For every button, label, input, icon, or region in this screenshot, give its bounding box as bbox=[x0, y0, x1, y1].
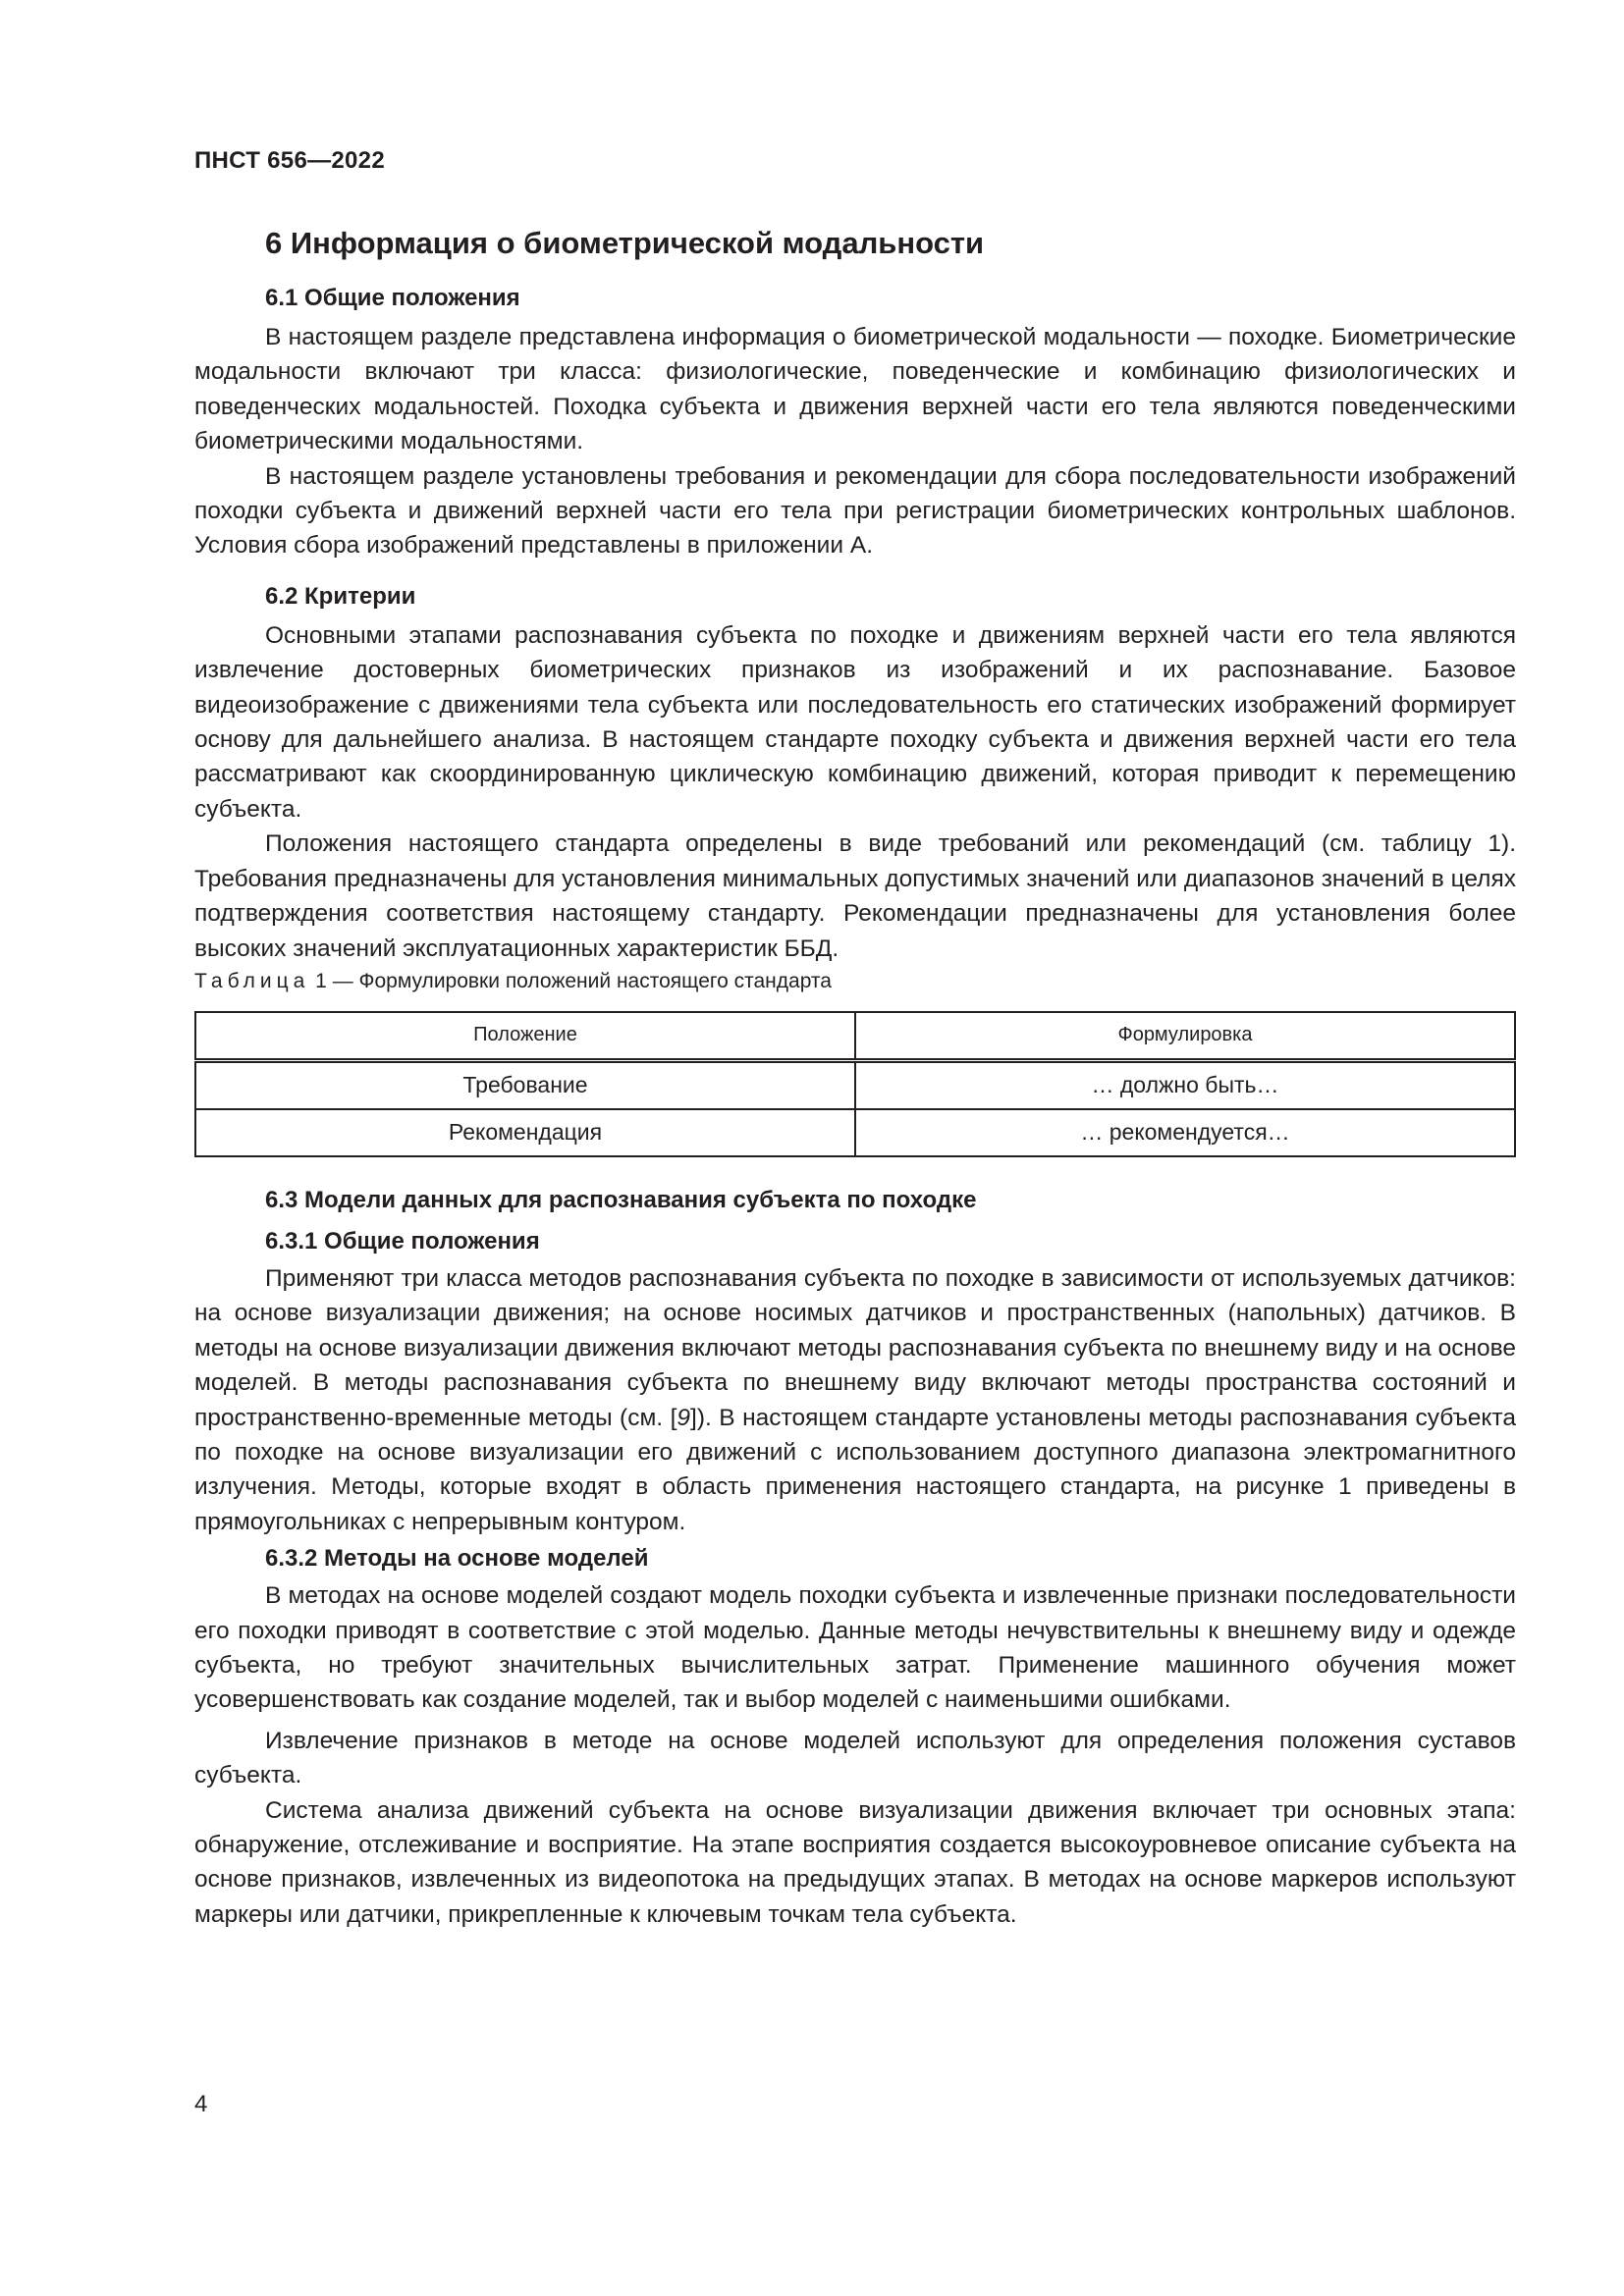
table-header-cell: Положение bbox=[195, 1012, 855, 1061]
page-number: 4 bbox=[194, 2091, 208, 2117]
section-6-1-title: 6.1 Общие положения bbox=[265, 285, 520, 311]
bibliography-reference: 9 bbox=[677, 1404, 691, 1431]
section-6-3-1-paragraph-1 bbox=[194, 1261, 1516, 1539]
page-content bbox=[194, 218, 1516, 1932]
table-cell: Требование bbox=[195, 1060, 855, 1109]
table-cell: Рекомендация bbox=[195, 1109, 855, 1156]
paragraph-text: ]). В настоящем стандарте установлены методы распознавания субъекта по походке на основе визуализации его движений с использованием доступного диапазона электромагнитного излучения. Методы, которые входят в область применения настоящего стандарта, на рисунке 1 приведены в прямоугольниках с непрерывным контуром. bbox=[194, 1404, 1516, 1535]
table-1 bbox=[194, 1011, 1516, 1157]
section-6-title: 6 Информация о биометрической модальности bbox=[265, 226, 985, 260]
section-6-2-title: 6.2 Критерии bbox=[265, 582, 416, 610]
section-6-3-1-title: 6.3.1 Общие положения bbox=[265, 1227, 540, 1255]
table-cell: … должно быть… bbox=[855, 1060, 1515, 1109]
section-6-3-2-paragraph-1: В методах на основе моделей создают модель походки субъекта и извлеченные признаки последовательности его походки приводят в соответствие с этой моделью. Данные методы нечувствительны к внешнему виду и одежде субъекта, но требуют значительных вычислительных затрат. Применение машинного обучения может усовершенствовать как создание моделей, так и выбор моделей с наименьшими ошибками. bbox=[194, 1582, 1516, 1714]
table-1-caption bbox=[194, 966, 1516, 997]
section-6-1-paragraph-1: В настоящем разделе представлена информация о биометрической модальности — походке. Биометрические модальности включают три класса: физиологические, поведенческие и комбинацию физиологических и поведенческих модальностей. Походка субъекта и движения верхней части его тела являются поведенческими биометрическими модальностями. bbox=[194, 324, 1516, 455]
document-code: ПНСТ 656—2022 bbox=[194, 147, 385, 174]
table-header-cell: Формулировка bbox=[855, 1012, 1515, 1061]
section-6-1-paragraph-2: В настоящем разделе установлены требования и рекомендации для сбора последовательности изображений походки субъекта и движений верхней части его тела при регистрации биометрических контрольных шаблонов. Условия сбора изображений представлены в приложении А. bbox=[194, 462, 1516, 560]
table-cell: … рекомендуется… bbox=[855, 1109, 1515, 1156]
table-caption-text: 1 — Формулировки положений настоящего стандарта bbox=[309, 969, 832, 992]
section-6-3-2-paragraph-3: Система анализа движений субъекта на основе визуализации движения включает три основных этапа: обнаружение, отслеживание и восприятие. На этапе восприятия создается высокоуровневое описание субъекта на основе признаков, извлеченных из видеопотока на предыдущих этапах. В методах на основе маркеров используют маркеры или датчики, прикрепленные к ключевым точкам тела субъекта. bbox=[194, 1796, 1516, 1928]
section-6-3-2-title: 6.3.2 Методы на основе моделей bbox=[265, 1545, 649, 1573]
table-caption-label: Таблица bbox=[194, 969, 310, 992]
paragraph-text: Применяют три класса методов распознавания субъекта по походке в зависимости от используемых датчиков: на основе визуализации движения; на основе носимых датчиков и пространственных (напольных) датчиков. В методы на основе визуализации движения включают методы распознавания субъекта по внешнему виду и на основе моделей. В методы распознавания субъекта по внешнему виду включают методы пространства состояний и пространственно-временные методы (см. [ bbox=[194, 1264, 1516, 1431]
section-6-2-paragraph-1: Основными этапами распознавания субъекта по походке и движениям верхней части его тела являются извлечение достоверных биометрических признаков из изображений и их распознавание. Базовое видеоизображение с движениями тела субъекта или последовательность его статических изображений формирует основу для дальнейшего анализа. В настоящем стандарте походку субъекта и движения верхней части его тела рассматривают как скоординированную циклическую комбинацию движений, которая приводит к перемещению субъекта. bbox=[194, 621, 1516, 823]
section-6-3-title: 6.3 Модели данных для распознавания субъекта по походке bbox=[265, 1186, 977, 1213]
table-row bbox=[195, 1109, 1515, 1156]
table-header-row bbox=[195, 1012, 1515, 1061]
table-row bbox=[195, 1060, 1515, 1109]
section-6-2-paragraph-2: Положения настоящего стандарта определены в виде требований или рекомендаций (см. таблицу 1). Требования предназначены для установления минимальных допустимых значений или диапазонов значений в целях подтверждения соответствия настоящему стандарту. Рекомендации предназначены для установления более высоких значений эксплуатационных характеристик ББД. bbox=[194, 830, 1516, 962]
section-6-3-2-paragraph-2: Извлечение признаков в методе на основе моделей используют для определения положения суставов субъекта. bbox=[194, 1727, 1516, 1789]
